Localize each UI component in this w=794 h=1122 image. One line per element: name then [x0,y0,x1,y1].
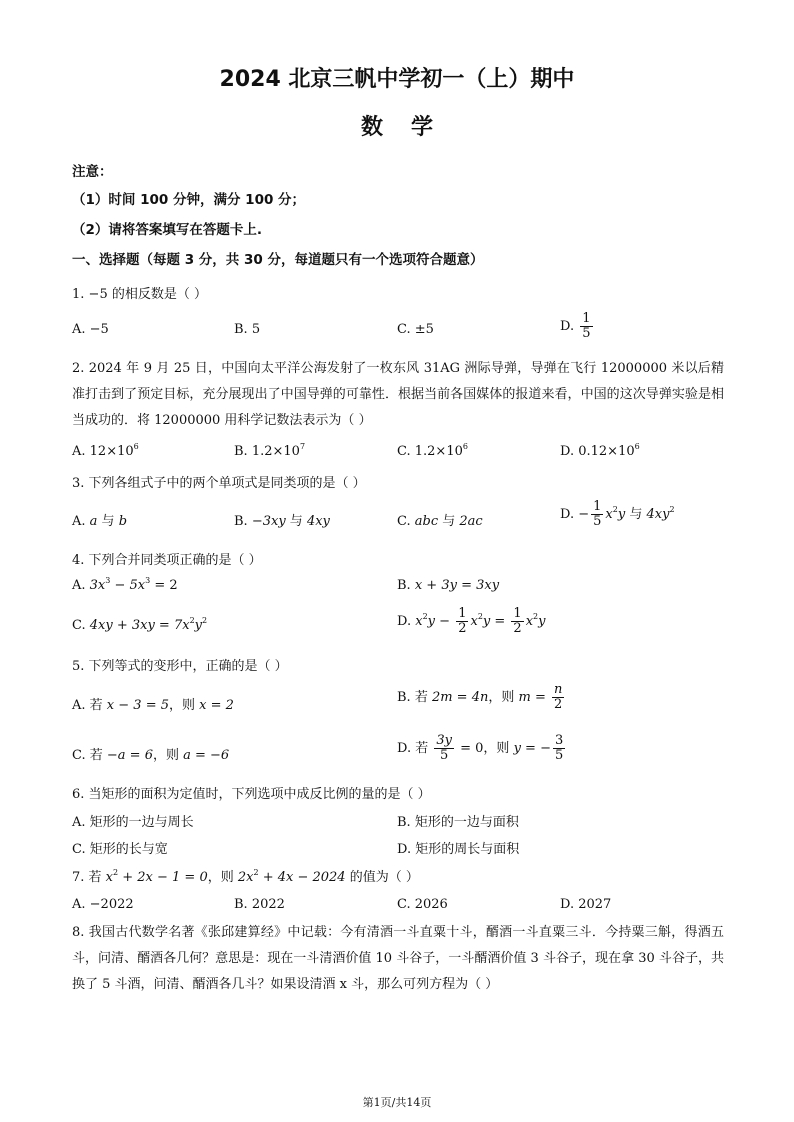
q1-option-c: C. ±5 [397,322,434,337]
q3-option-c: C. abc 与 2ac [397,514,483,529]
question-4-stem: 4. 下列合并同类项正确的是（ ） [72,553,262,568]
q1-option-d: D. $\frac{1}{5}$ [560,311,591,341]
q7-option-d: D. 2027 [560,897,612,912]
notes-item-1: （1）时间 100 分钟，满分 100 分； [72,192,306,208]
q1-option-b: B. 5 [234,322,261,337]
q2-option-a: A. $12\times 10^6$ [72,442,139,459]
notes-label: 注意： [72,164,113,180]
fraction: $\frac{1}{5}$ [582,311,591,341]
fraction: $\frac{1}{2}$ [458,606,467,636]
question-1-stem: 1. −5 的相反数是（ ） [72,287,207,302]
q6-option-d: D. 矩形的周长与面积 [397,842,520,857]
q4-option-d: D. $x^2y$ − $\frac{1}{2}$ $x^2y$ = $\frac{1}{2}$ $x^2y$ [397,606,546,636]
q6-option-a: A. 矩形的一边与周长 [72,815,194,830]
q2-option-c: C. $1.2\times 10^6$ [397,442,468,459]
question-8-stem: 8. 我国古代数学名著《张邱建算经》中记载：今有清酒一斗直粟十斗，醑酒一斗直粟三斗．今持粟三斛，得酒五斗，问清、醑酒各几何？意思是：现在一斗清酒价值 10 斗谷子，一斗醑酒价值 3 斗谷子，现在拿 30 斗谷子，共换了 5 斗酒，问清、醑酒各几斗？如果设清酒 x 斗，那么可列方程为（ ） [72,925,724,992]
q4-option-b: B. x + 3y = 3xy [397,578,500,593]
q6-option-b: B. 矩形的一边与面积 [397,815,519,830]
math-expr: −5 [88,287,108,302]
subject-title: 数学 [360,115,461,140]
fraction: $\frac{1}{5}$ [593,499,602,529]
q4-option-a: A. $3x^3 - 5x^3 = 2$ [72,576,178,593]
question-7-stem: 7. 若 $x^2 + 2x - 1 = 0$，则 $2x^2 + 4x - 2024$ 的值为（ ） [72,868,419,885]
q5-option-b: B. 若 2m = 4n，则 m = $\frac{n}{2}$ [397,682,563,712]
section-heading: 一、选择题（每题 3 分，共 30 分，每道题只有一个选项符合题意） [72,252,484,268]
fraction: $\frac{n}{2}$ [553,682,563,712]
question-6-stem: 6. 当矩形的面积为定值时，下列选项中成反比例的量的是（ ） [72,787,431,802]
q4-option-c: C. $4xy + 3xy = 7x^2y^2$ [72,616,208,633]
q7-option-c: C. 2026 [397,897,448,912]
q7-option-b: B. 2022 [234,897,285,912]
q2-option-d: D. $0.12\times 10^6$ [560,442,640,459]
q5-option-a: A. 若 x − 3 = 5，则 x = 2 [72,698,234,713]
fraction: $\frac{1}{2}$ [513,606,522,636]
question-3-stem: 3. 下列各组式子中的两个单项式是同类项的是（ ） [72,476,366,491]
q3-option-b: B. −3xy 与 4xy [234,514,330,529]
q7-option-a: A. −2022 [72,897,134,912]
question-5-stem: 5. 下列等式的变形中，正确的是（ ） [72,659,288,674]
q1-option-a: A. −5 [72,322,109,337]
q3-option-d: D. − $\frac{1}{5}$ $x^2y$ 与 $4xy^2$ [560,499,675,529]
q5-option-d: D. 若 $\frac{3y}{5}$ = 0，则 y = − $\frac{3}{5}$ [397,733,564,763]
notes-item-2: （2）请将答案填写在答题卡上. [72,222,263,238]
page-number: 第1页/共14页 [362,1096,432,1109]
fraction: $\frac{3}{5}$ [554,733,564,763]
exam-title: 2024 北京三帆中学初一（上）期中 [219,67,575,92]
q5-option-c: C. 若 −a = 6，则 a = −6 [72,748,230,763]
q3-option-a: A. a 与 b [72,514,128,529]
q6-option-c: C. 矩形的长与宽 [72,842,168,857]
q2-option-b: B. $1.2\times 10^7$ [234,442,306,459]
question-2-stem: 2. 2024 年 9 月 25 日，中国向太平洋公海发射了一枚东风 31AG 洲际导弹，导弹在飞行 12000000 米以后精准打击到了预定目标，充分展现出了中国导弹的可靠性．根据当前各国媒体的报道来看，中国的这次导弹实验是相当成功的．将 12000000 用科学记数法表示为（ ） [72,361,724,428]
fraction: $\frac{3y}{5}$ [436,733,452,763]
